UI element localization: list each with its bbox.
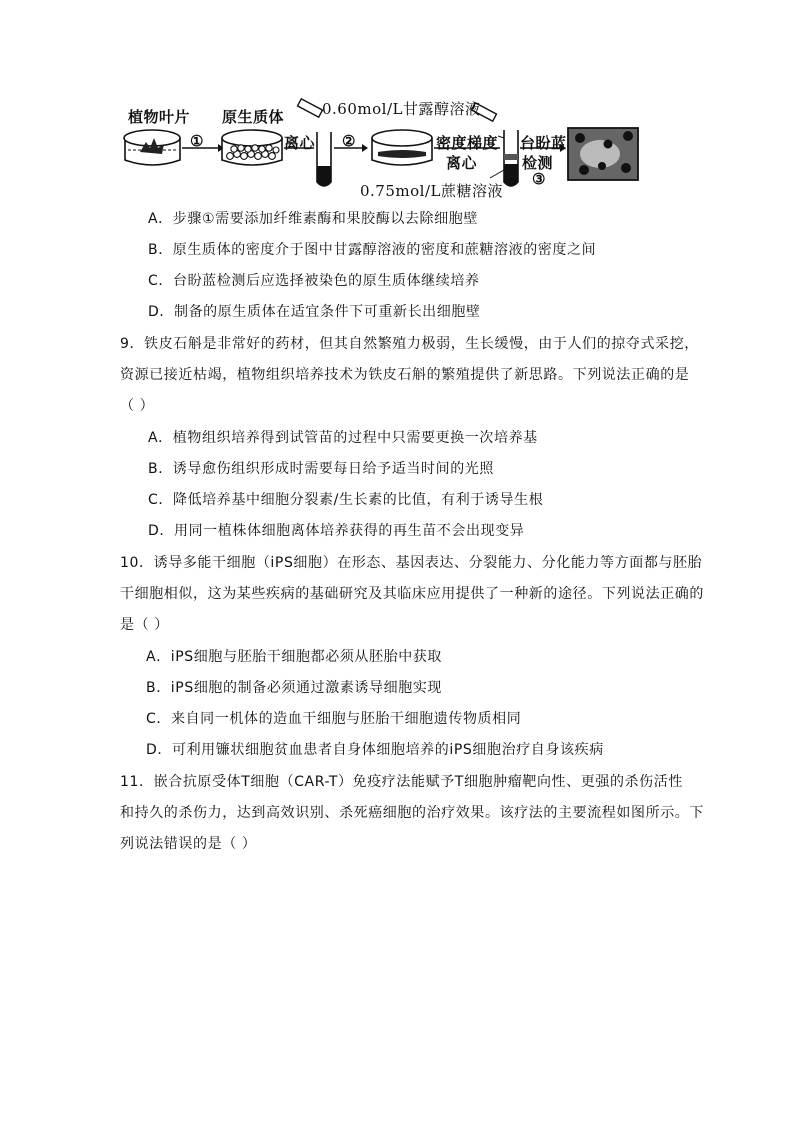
label-step-2: ② <box>342 132 356 150</box>
label-mannitol: 0.60mol/L甘露醇溶液 <box>322 100 481 118</box>
petri-dish-leaf <box>124 130 180 165</box>
q9-stem-line-1: 9．铁皮石斛是非常好的药材，但其自然繁殖力极弱，生长缓慢，由于人们的掠夺式采挖， <box>120 336 699 352</box>
q11-stem-line-2: 和持久的杀伤力，达到高效识别、杀死癌细胞的治疗效果。该疗法的主要流程如图所示。下 <box>120 805 704 821</box>
q11-stem-line-3: 列说法错误的是（ ） <box>120 836 257 852</box>
label-centrifuge-2: 离心 <box>446 154 478 172</box>
q9-option-d: D．用同一植株体细胞离体培养获得的再生苗不会出现变异 <box>148 523 525 539</box>
q9-option-c: C．降低培养基中细胞分裂素/生长素的比值，有利于诱导生根 <box>148 492 544 508</box>
q8-option-c: C．台盼蓝检测后应选择被染色的原生质体继续培养 <box>148 273 480 289</box>
label-protoplast: 原生质体 <box>222 108 285 126</box>
q10-stem-line-3: 是（ ） <box>120 617 169 633</box>
q8-option-a: A．步骤①需要添加纤维素酶和果胶酶以去除细胞壁 <box>148 211 478 227</box>
q11-stem-line-1: 11．嵌合抗原受体T细胞（CAR-T）免疫疗法能赋予T细胞肿瘤靶向性、更强的杀伤活性 <box>120 774 683 790</box>
q10-option-a: A．iPS细胞与胚胎干细胞都必须从胚胎中获取 <box>146 649 442 665</box>
q9-option-a: A．植物组织培养得到试管苗的过程中只需要更换一次培养基 <box>148 430 538 446</box>
label-leaf: 植物叶片 <box>128 108 191 126</box>
label-detect: 检测 <box>522 154 554 172</box>
q9-stem-line-2: 资源已接近枯竭，植物组织培养技术为铁皮石斛的繁殖提供了新思路。下列说法正确的是 <box>120 367 690 383</box>
label-step-1: ① <box>190 132 204 150</box>
label-density-gradient: 密度梯度 <box>436 134 499 152</box>
label-trypan-blue: 台盼蓝 <box>520 134 567 152</box>
q8-option-b: B．原生质体的密度介于图中甘露醇溶液的密度和蔗糖溶液的密度之间 <box>148 242 597 258</box>
label-sucrose: 0.75mol/L蔗糖溶液 <box>360 182 503 200</box>
label-centrifuge: 离心 <box>284 134 316 152</box>
q8-option-d: D．制备的原生质体在适宜条件下可重新长出细胞壁 <box>148 304 481 320</box>
microscope-view <box>568 128 638 180</box>
label-step-3: ③ <box>532 170 546 188</box>
q10-option-d: D．可利用镰状细胞贫血患者自身体细胞培养的iPS细胞治疗自身该疾病 <box>146 742 604 758</box>
q9-option-b: B．诱导愈伤组织形成时需要每日给予适当时间的光照 <box>148 461 495 477</box>
q10-option-b: B．iPS细胞的制备必须通过激素诱导细胞实现 <box>146 680 443 696</box>
petri-dish-resuspend <box>372 130 432 165</box>
petri-dish-protoplast <box>222 130 282 165</box>
q10-stem-line-2: 干细胞相似，这为某些疾病的基础研究及其临床应用提供了一种新的途径。下列说法正确的 <box>120 586 704 602</box>
centrifuge-tube-1 <box>317 132 331 186</box>
protoplast-preparation-diagram <box>110 98 680 202</box>
q10-option-c: C．来自同一机体的造血干细胞与胚胎干细胞遗传物质相同 <box>146 711 522 727</box>
dropper-1 <box>298 99 323 117</box>
q9-stem-line-3: （ ） <box>120 398 155 414</box>
q10-stem-line-1: 10．诱导多能干细胞（iPS细胞）在形态、基因表达、分裂能力、分化能力等方面都与胚胎 <box>120 555 703 571</box>
